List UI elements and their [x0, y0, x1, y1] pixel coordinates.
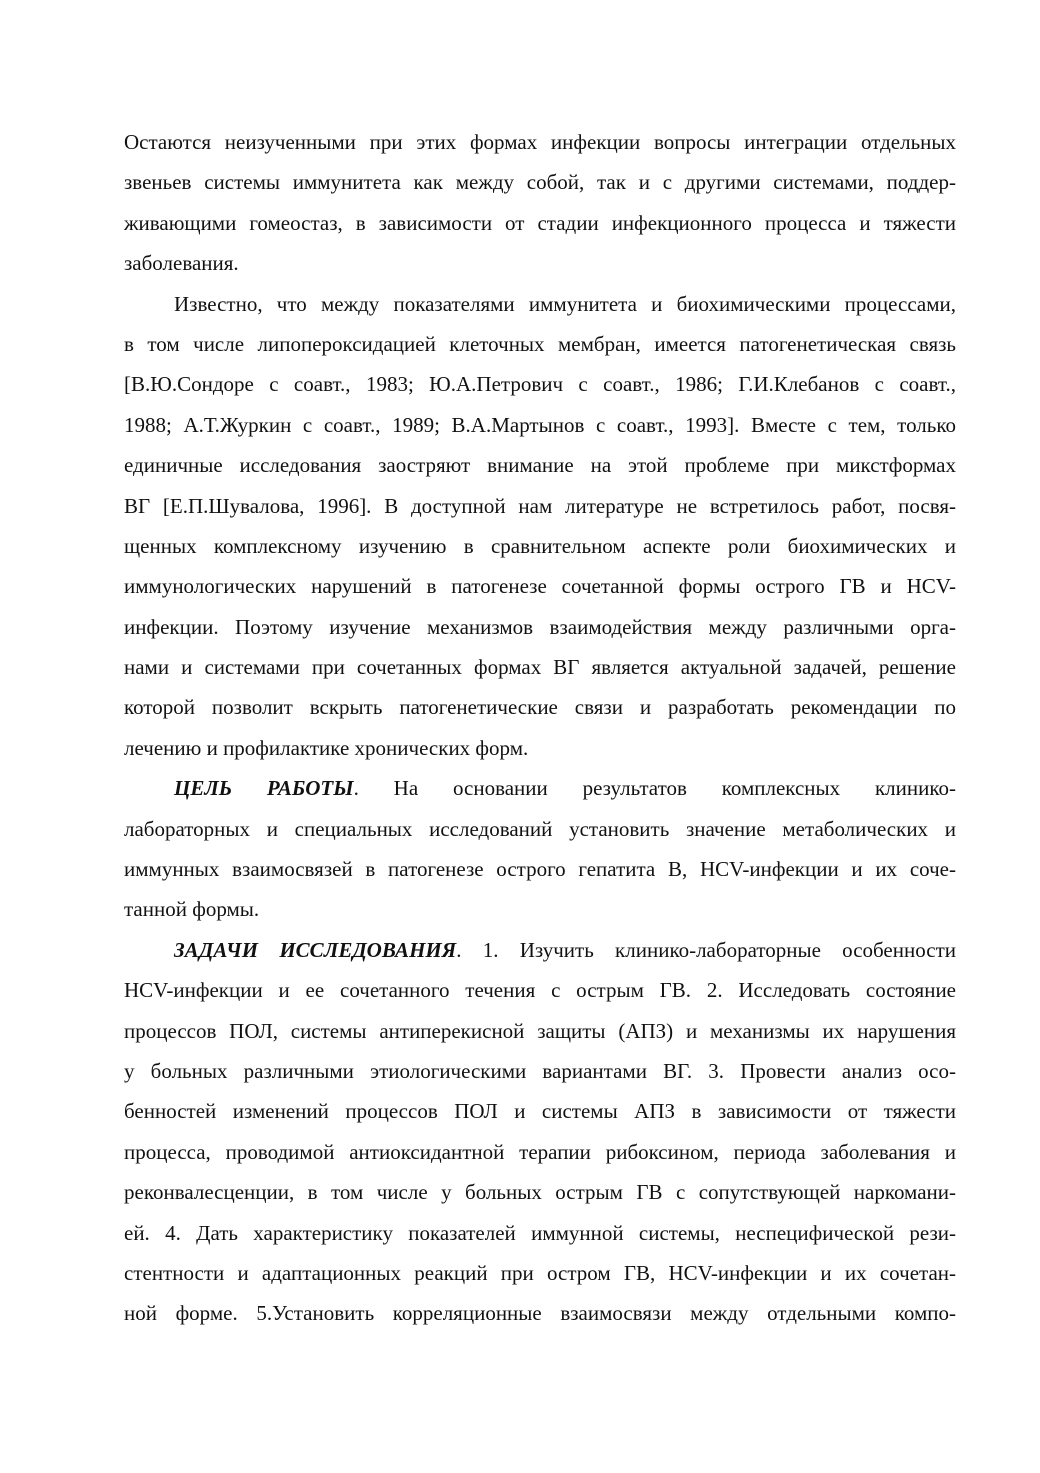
text-line: ной форме. 5.Установить корреляционные взаимосвязи между отдельными компо- [124, 1301, 956, 1326]
text-line: единичные исследования заостряют внимание на этой проблеме при микстформах [124, 453, 956, 478]
paragraph-goal [124, 768, 956, 930]
text-line: нами и системами при сочетанных формах ВГ является актуальной задачей, решение [124, 655, 956, 680]
paragraph-2 [124, 284, 956, 769]
text-line [124, 768, 956, 808]
text-line [124, 930, 956, 970]
text-line: ВГ [Е.П.Шувалова, 1996]. В доступной нам литературе не встретилось работ, посвя- [124, 493, 956, 518]
document-page [124, 122, 956, 1334]
text-line: Известно, что между показателями иммунитета и биохимическими процессами, [174, 291, 956, 316]
text-line: стентности и адаптационных реакций при остром ГВ, HCV-инфекции и их сочетан- [124, 1260, 956, 1285]
text-line: инфекции. Поэтому изучение механизмов взаимодействия между различными орга- [124, 614, 956, 639]
text-span: . На основании результатов комплексных клинико- [353, 776, 956, 801]
text-line: процесса, проводимой антиоксидантной терапии рибоксином, периода заболевания и [124, 1139, 956, 1164]
text-line: которой позволит вскрыть патогенетические связи и разработать рекомендации по [124, 695, 956, 720]
text-line: иммунных взаимосвязей в патогенезе острого гепатита В, HCV-инфекции и их соче- [124, 857, 956, 882]
text-line: [В.Ю.Сондоре с соавт., 1983; Ю.А.Петрович с соавт., 1986; Г.И.Клебанов с соавт., [124, 372, 956, 397]
text-line: реконвалесценции, в том числе у больных острым ГВ с сопутствующей наркомани- [124, 1180, 956, 1205]
text-line: лечению и профилактике хронических форм. [124, 735, 529, 760]
paragraph-1 [124, 122, 956, 284]
text-line: лабораторных и специальных исследований установить значение метаболических и [124, 816, 956, 841]
text-line: Остаются неизученными при этих формах инфекции вопросы интеграции отдельных [124, 130, 956, 154]
text-line: бенностей изменений процессов ПОЛ и системы АПЗ в зависимости от тяжести [124, 1099, 956, 1124]
text-line: живающими гомеостаз, в зависимости от стадии инфекционного процесса и тяжести [124, 210, 956, 235]
text-line: процессов ПОЛ, системы антиперекисной защиты (АПЗ) и механизмы их нарушения [124, 1018, 956, 1043]
text-line: заболевания. [124, 251, 239, 276]
text-line: танной формы. [124, 897, 260, 922]
text-line: 1988; А.Т.Журкин с соавт., 1989; В.А.Мартынов с соавт., 1993]. Вместе с тем, только [124, 412, 956, 437]
text-line: HCV-инфекции и ее сочетанного течения с острым ГВ. 2. Исследовать состояние [124, 978, 956, 1003]
section-heading-goal: ЦЕЛЬ РАБОТЫ [174, 776, 354, 801]
paragraph-tasks [124, 930, 956, 1334]
text-line: в том числе липопероксидацией клеточных мембран, имеется патогенетическая связь [124, 331, 956, 356]
text-line: ей. 4. Дать характеристику показателей иммунной системы, неспецифической рези- [124, 1220, 956, 1245]
section-heading-tasks: ЗАДАЧИ ИССЛЕДОВАНИЯ [174, 937, 457, 962]
text-line: иммунологических нарушений в патогенезе сочетанной формы острого ГВ и HCV- [124, 574, 956, 599]
text-line: у больных различными этиологическими вариантами ВГ. 3. Провести анализ осо- [124, 1058, 956, 1083]
text-span: . 1. Изучить клинико-лабораторные особенности [456, 937, 956, 962]
text-line: щенных комплексному изучению в сравнительном аспекте роли биохимических и [124, 533, 956, 558]
text-line: звеньев системы иммунитета как между собой, так и с другими системами, поддер- [124, 170, 956, 195]
